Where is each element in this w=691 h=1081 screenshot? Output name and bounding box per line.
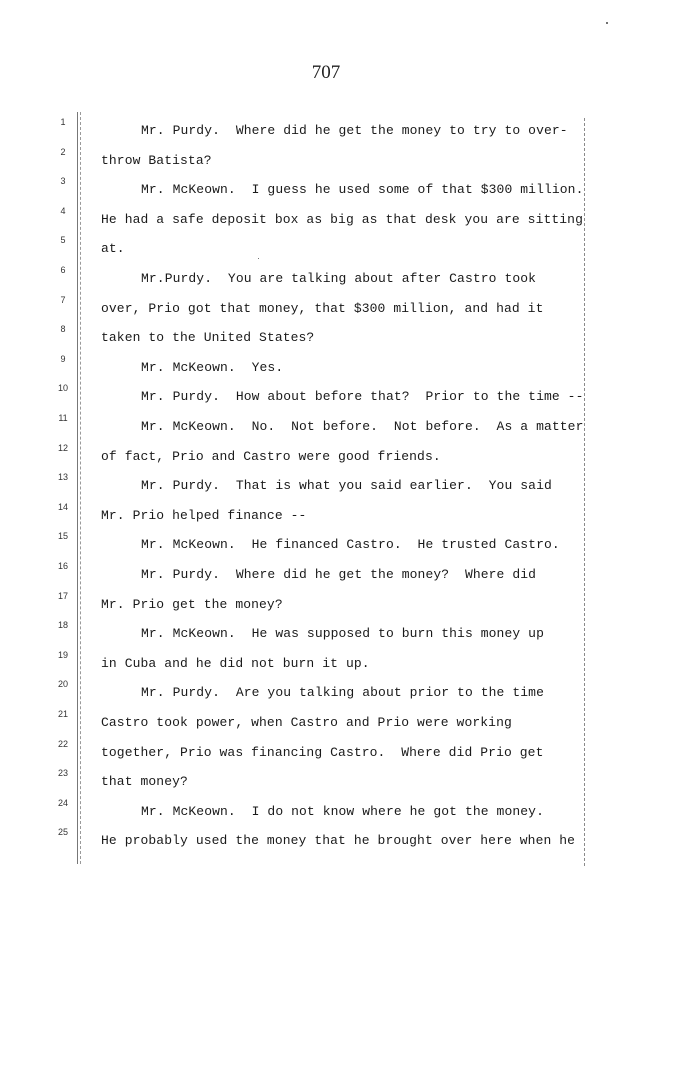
line-number: 24 [57, 797, 68, 808]
transcript-line: Mr. Purdy. Where did he get the money to try to over- [141, 123, 568, 138]
transcript-line: Mr. McKeown. I guess he used some of that $300 million. [141, 182, 584, 198]
line-number: 2 [60, 146, 66, 157]
transcript-line: at. [101, 241, 125, 257]
line-number: 8 [60, 324, 66, 335]
line-number: 3 [60, 176, 66, 187]
transcript-line: Mr. McKeown. I do not know where he got the money. [141, 803, 544, 819]
line-number: 13 [57, 472, 68, 483]
transcript-line: that money? [101, 774, 188, 790]
transcript-line: Mr. Prio helped finance -- [101, 507, 307, 523]
line-number: 5 [60, 235, 66, 246]
line-number: 1 [60, 117, 66, 127]
transcript-line: He probably used the money that he brought over here when he [101, 833, 576, 849]
transcript-line: Mr. Purdy. That is what you said earlier. You said [141, 478, 552, 494]
left-margin-rule-inner [80, 112, 81, 864]
scan-speck [258, 258, 259, 259]
line-number: 7 [60, 294, 66, 305]
line-number: 18 [57, 620, 68, 631]
line-number: 6 [60, 265, 66, 275]
transcript-line: Mr. McKeown. He financed Castro. He trusted Castro. [141, 537, 560, 553]
line-number: 22 [57, 738, 68, 749]
transcript-line: over, Prio got that money, that $300 million, and had it [101, 300, 544, 316]
transcript-line: Mr. Purdy. Are you talking about prior to the time [141, 685, 544, 701]
transcript-line: Mr. McKeown. He was supposed to burn this money up [141, 626, 544, 642]
line-number: 11 [58, 413, 68, 423]
right-margin-rule [584, 118, 585, 866]
line-number: 19 [57, 649, 68, 660]
transcript-line: of fact, Prio and Castro were good friends. [101, 448, 441, 464]
line-number: 25 [57, 827, 68, 838]
line-number: 16 [57, 561, 68, 571]
line-number: 12 [57, 442, 68, 453]
transcript-line: Castro took power, when Castro and Prio were working [101, 715, 512, 730]
transcript-line: Mr. Prio get the money? [101, 596, 283, 612]
page-number: 707 [311, 62, 341, 83]
transcript-line: taken to the United States? [101, 330, 315, 346]
line-number: 17 [57, 590, 68, 601]
left-margin-rule [77, 112, 78, 864]
line-number: 14 [57, 501, 68, 512]
line-number: 23 [57, 768, 68, 779]
line-number: 20 [57, 679, 68, 690]
transcript-line: Mr. Purdy. How about before that? Prior to the time -- [141, 389, 584, 405]
transcript-line: together, Prio was financing Castro. Where did Prio get [101, 744, 544, 760]
line-number: 4 [60, 205, 66, 216]
transcript-line: He had a safe deposit box as big as that desk you are sitting [101, 211, 583, 227]
line-number: 21 [57, 709, 68, 719]
line-number: 9 [60, 353, 66, 364]
scan-speck [606, 22, 608, 24]
transcript-line: throw Batista? [101, 152, 212, 168]
transcript-line: Mr. McKeown. No. Not before. Not before. As a matter [141, 419, 584, 434]
transcript-line: Mr. Purdy. Where did he get the money? Where did [141, 567, 537, 582]
line-number: 10 [57, 383, 68, 394]
line-number: 15 [57, 531, 68, 542]
transcript-line: Mr. McKeown. Yes. [141, 359, 284, 375]
transcript-line: Mr.Purdy. You are talking about after Castro took [141, 271, 537, 286]
transcript-line: in Cuba and he did not burn it up. [101, 655, 370, 671]
